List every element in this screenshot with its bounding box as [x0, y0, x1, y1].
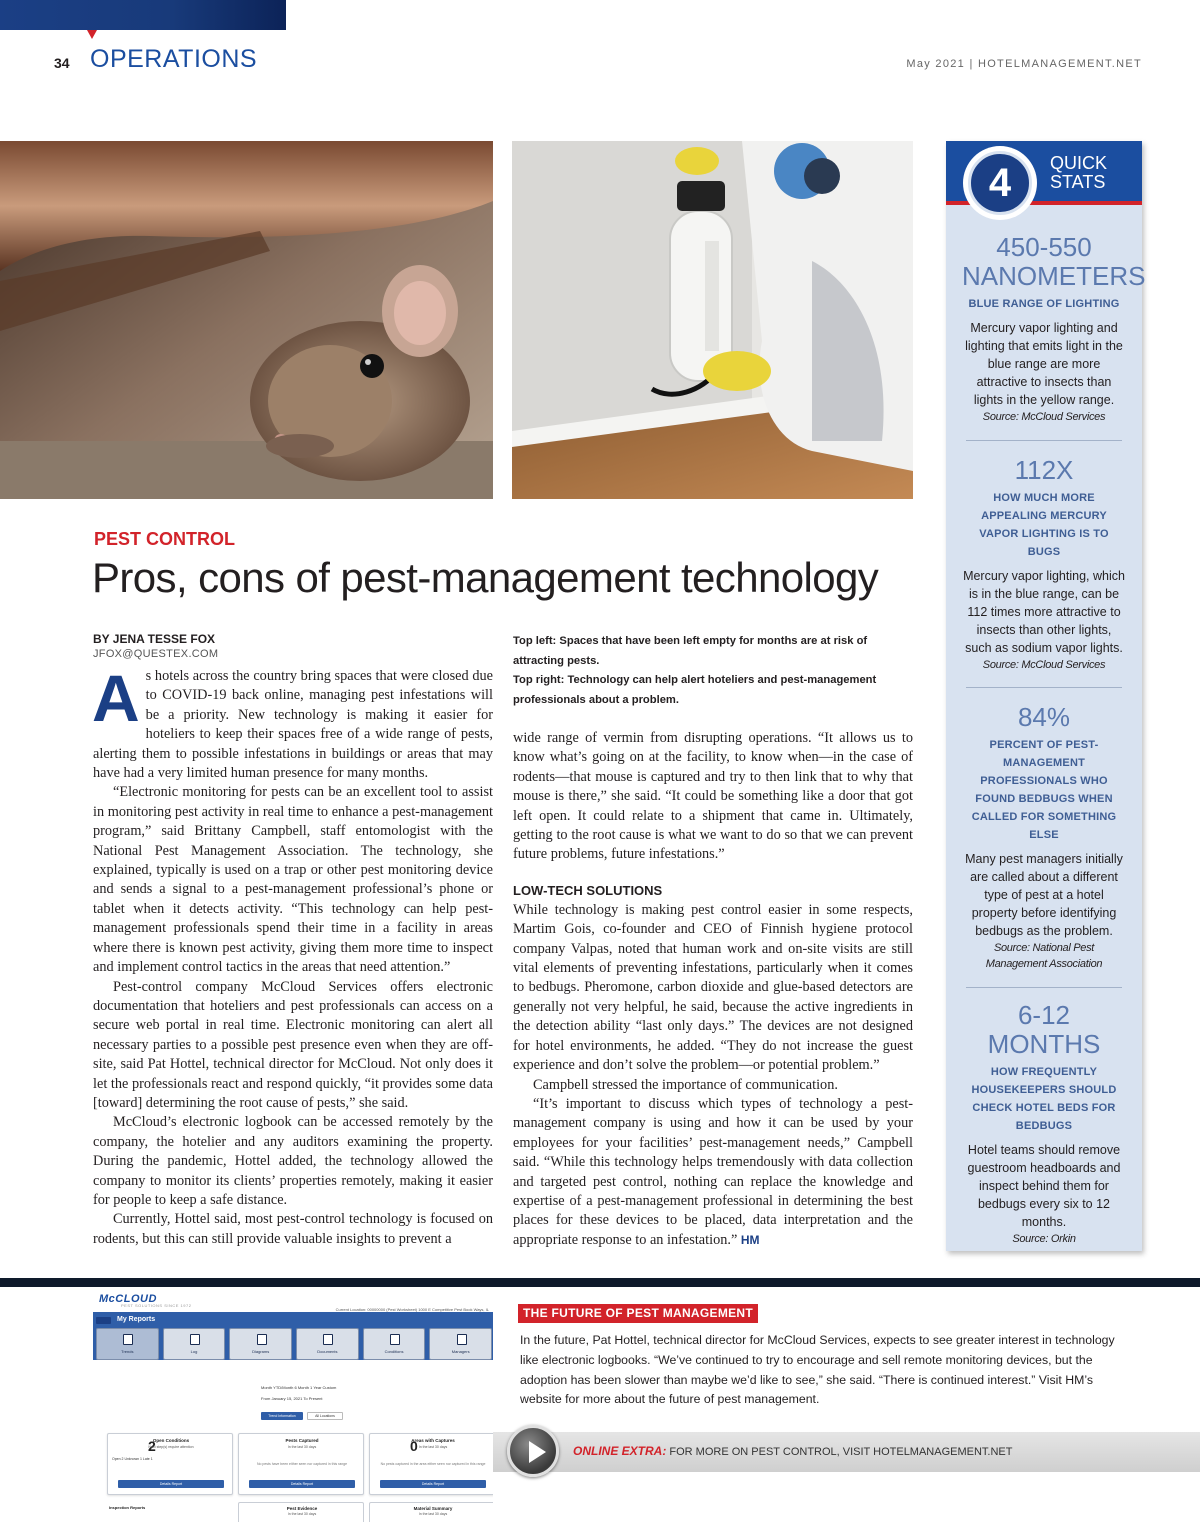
- online-extra-banner[interactable]: [493, 1432, 1200, 1472]
- article-kicker: PEST CONTROL: [94, 529, 236, 549]
- card-count: 2: [148, 1438, 156, 1454]
- caption-top-right: Top right: Technology can help alert hoteliers and pest-management professionals about a problem.: [513, 674, 877, 706]
- stat-description: Mercury vapor lighting, which is in the blue range, can be 112 times more attractive to insects than other lights, such as sodium vapor lights.: [963, 569, 1125, 655]
- quick-stats-badge: [963, 146, 1037, 220]
- article-subhead: LOW-TECH SOLUTIONS: [513, 882, 663, 898]
- stat-source: Source: McCloud Services: [982, 659, 1106, 671]
- portal-tile: Diagrams: [229, 1328, 292, 1360]
- article-column-left: [92, 661, 493, 1249]
- card-title: Pests Captured: [285, 1438, 319, 1443]
- portal-date-range: From January 15, 2021 To Present: [261, 1396, 323, 1401]
- quick-stats-sidebar: [946, 141, 1146, 1251]
- portal-title: My Reports: [117, 1316, 156, 1323]
- stat-description: Hotel teams should remove guestroom headboards and inspect behind them for bedbugs every six to 12 months.: [967, 1143, 1121, 1229]
- stat-source: Source: McCloud Services: [982, 411, 1106, 423]
- future-label: THE FUTURE OF PEST MANAGEMENT: [518, 1304, 758, 1323]
- portal-trend-button: Trend Information: [261, 1412, 303, 1420]
- stat-figure: 6-12 MONTHS: [987, 1000, 1101, 1059]
- card-subtitle: In the last 30 days: [418, 1512, 448, 1516]
- play-icon: [529, 1441, 546, 1463]
- stat-figure: 112X: [1014, 455, 1074, 485]
- article-paragraph: Campbell stressed the importance of communication.: [533, 1076, 838, 1093]
- mccloud-tagline: PEST SOLUTIONS SINCE 1972: [121, 1303, 192, 1308]
- portal-location-select: All Locations: [307, 1412, 343, 1420]
- portal-date-filter: Month YTD/Month 6 Month 1 Year Custom: [261, 1385, 337, 1390]
- card-title: Open Conditions: [152, 1438, 190, 1443]
- portal-menu-button: [96, 1317, 111, 1324]
- play-button[interactable]: [507, 1425, 559, 1477]
- portal-tiles: [96, 1328, 492, 1360]
- portal-inspection-label: Inspection Reports: [109, 1505, 146, 1510]
- article-paragraph: wide range of vermin from disrupting operations. “It allows us to know what’s going on at the facility, to know when—in the case of rodents—that mouse is captured and try to then link that to why that mouse is there,” she said. “It could be something like a door that got left open. It could relate to a shipment that came in. Ultimately, getting to the root cause is what we want to do so that we can prevent future problems, future infestations.”: [513, 730, 913, 863]
- stat-divider: [966, 440, 1122, 441]
- portal-screenshot: [93, 1290, 493, 1522]
- mccloud-logo: McCLOUD: [99, 1293, 157, 1305]
- author-email: JFOX@QUESTEX.COM: [93, 648, 219, 660]
- section-name: OPERATIONS: [90, 45, 258, 73]
- article-column-right: [513, 729, 913, 1250]
- card-button: Details Report: [380, 1480, 486, 1488]
- header-marker: [87, 30, 97, 39]
- stat-figure: 450-550 NANOMETERS: [962, 232, 1146, 291]
- stat-divider: [966, 687, 1122, 688]
- portal-card-areas: [369, 1433, 493, 1495]
- online-extra-text: [573, 1444, 1013, 1458]
- stat-description: Mercury vapor lighting and lighting that emits light in the blue range are more attractive to insects than lights in the yellow range.: [965, 321, 1123, 407]
- article-paragraph: As hotels across the country bring spaces that were closed due to COVID-19 back online, managing pest infestations will be a priority. New technology is making it easier for hoteliers to keep their spaces free of a wide range of pests, alerting them to possible infestations in buildings or areas that may have had a very limited human presence for many months.: [92, 661, 493, 782]
- portal-card-conditions: [107, 1433, 233, 1495]
- card-text: No pests have been either seen nor captured in this range: [256, 1462, 348, 1466]
- article-paragraph: McCloud’s electronic logbook can be accessed remotely by the company, the hotelier and any auditors examining the property. During the pandemic, Hottel added, the technology allowed the company to monitor its clients’ properties remotely, making it easier for people to keep a safe distance.: [93, 1114, 493, 1208]
- stat-label: PERCENT OF PEST-MANAGEMENT PROFESSIONALS WHO FOUND BEDBUGS WHEN CALLED FOR SOMETHING ELSE: [971, 739, 1117, 841]
- card-subtitle: In the last 30 days: [287, 1512, 317, 1516]
- card-button: Details Report: [249, 1480, 355, 1488]
- card-title: Pest Evidence: [286, 1506, 318, 1511]
- article-paragraph: Pest-control company McCloud Services offers electronic documentation that hoteliers and pest professionals can access on a secure web portal in real time. Electronic monitoring can alert all necessary parties to a possible pest presence even when they are off-site, said Pat Hottel, technical director for McCloud. Not only does it let the professionals react and respond quickly, “it provides some data [toward] determining the root cause of pests,” she said.: [93, 978, 493, 1111]
- card-subtitle: In the last 30 days: [418, 1445, 448, 1449]
- article-paragraph: “It’s important to discuss which types of technology a pest-management company is using and how it can be used by your employees for your facilities’ pest-management needs,” Campbell said. “While this technology helps tremendously with data collection and targeted pest control, nothing can replace the knowledge and expertise of a pest-management professional in determining the best places for these devices to be placed, data interpretation and the appropriate response to an infestation.” HM: [513, 1095, 913, 1248]
- quick-stats-label: QUICK STATS: [1050, 153, 1108, 192]
- card-title: Material Summary: [413, 1506, 453, 1511]
- article-paragraph: “Electronic monitoring for pests can be an excellent tool to assist in monitoring pest activity in real time to enhance a pest-management program,” said Brittany Campbell, staff entomologist with the National Pest Management Association. The technology, she explained, typically is used on a trap or other pest monitoring device and sends a signal to a pest-management professional’s phone or tablet when it detects activity. “This technology can help pest-management professionals spend their time in a facility in areas where there is known pest activity, giving them more time to inspect and implement control tactics in the areas that need attention.”: [93, 784, 493, 976]
- stat-label: HOW FREQUENTLY HOUSEKEEPERS SHOULD CHECK HOTEL BEDS FOR BEDBUGS: [971, 1066, 1117, 1132]
- byline: BY JENA TESSE FOX: [93, 632, 216, 646]
- portal-card-evidence: [238, 1502, 364, 1522]
- stat-item: [962, 456, 1126, 673]
- portal-card-captured: [238, 1433, 364, 1495]
- portal-tile: Managers: [429, 1328, 492, 1360]
- caption-top-left: Top left: Spaces that have been left empty for months are at risk of attracting pests.: [513, 635, 868, 667]
- quick-stats-number: 4: [968, 151, 1032, 215]
- card-subtitle: In the last 30 days: [287, 1445, 317, 1449]
- photo-captions: [513, 632, 893, 710]
- stat-source: Source: National Pest Management Association: [985, 942, 1103, 970]
- online-extra-label: ONLINE EXTRA:: [573, 1444, 667, 1458]
- card-count: 0: [410, 1438, 418, 1454]
- card-title: Areas with Captures: [411, 1438, 455, 1443]
- online-extra-link-text: FOR MORE ON PEST CONTROL, VISIT HOTELMANAGEMENT.NET: [669, 1446, 1013, 1458]
- stat-item: [962, 232, 1146, 425]
- portal-location: Current Location: 00000000 (Pest Worksheet) 1000 E Competitive Pest Book Ways, IL: [335, 1307, 489, 1312]
- card-lines: Open 2 Unknown 1 Late 1: [112, 1457, 153, 1461]
- bottom-rule: [0, 1278, 1200, 1287]
- portal-tile: Conditions: [363, 1328, 426, 1360]
- article-paragraph: Currently, Hottel said, most pest-control technology is focused on rodents, but this can still provide valuable insights to prevent a: [93, 1211, 493, 1247]
- header-color-bar: [0, 0, 286, 30]
- stat-description: Many pest managers initially are called about a different type of pest at a hotel property before identifying bedbugs as the problem.: [965, 852, 1123, 938]
- page-number: 34: [54, 55, 70, 71]
- stat-divider: [966, 987, 1122, 988]
- card-button: Details Report: [118, 1480, 224, 1488]
- drop-cap: A: [92, 661, 140, 735]
- article-headline: Pros, cons of pest-management technology: [92, 554, 879, 601]
- stat-figure: 84%: [1017, 702, 1071, 732]
- article-paragraph: While technology is making pest control easier in some respects, Martim Gois, co-founder and CEO of Finnish hygiene protocol company Valpas, noted that human work and on-site visits are still vital elements of preventing infestations, particularly when it comes to bedbugs. Pheromone, carbon dioxide and glue-based detectors are generally not very helpful, he said, because the active ingredients in the detection ability “last only days.” The devices are not designed for hotel environments, he added. “They do not increase the guest experience and don’t solve the problem—or potential problem.”: [513, 901, 913, 1074]
- card-text: No pests captured in the area either seen nor captured in this range: [380, 1462, 486, 1466]
- stat-label: HOW MUCH MORE APPEALING MERCURY VAPOR LIGHTING IS TO BUGS: [979, 492, 1109, 558]
- card-subtitle: Next step(s) require attention: [148, 1445, 194, 1449]
- portal-card-material: [369, 1502, 493, 1522]
- stat-source: Source: Orkin: [1012, 1233, 1076, 1245]
- mouse-photo: [0, 141, 493, 499]
- portal-tile: Log: [163, 1328, 226, 1360]
- issue-date-site: May 2021 | HOTELMANAGEMENT.NET: [906, 58, 1142, 70]
- stat-item: [962, 1001, 1126, 1247]
- stat-item: [962, 703, 1126, 972]
- end-mark: HM: [740, 1232, 760, 1247]
- exterminator-photo: [512, 141, 913, 499]
- portal-tile: Documents: [296, 1328, 359, 1360]
- quick-stats-header: [946, 141, 1142, 205]
- stat-label: BLUE RANGE OF LIGHTING: [968, 298, 1120, 310]
- future-text: In the future, Pat Hottel, technical director for McCloud Services, expects to see greater interest in technology like electronic logbooks. “We’ve continued to try to encourage and sell remote monitoring devices, but the adoption has been slower than maybe we’d like to see,” she said. “There is continued interest.” Visit HM’s website for more about the future of pest management.: [520, 1333, 1115, 1407]
- portal-tile: Trends: [96, 1328, 159, 1360]
